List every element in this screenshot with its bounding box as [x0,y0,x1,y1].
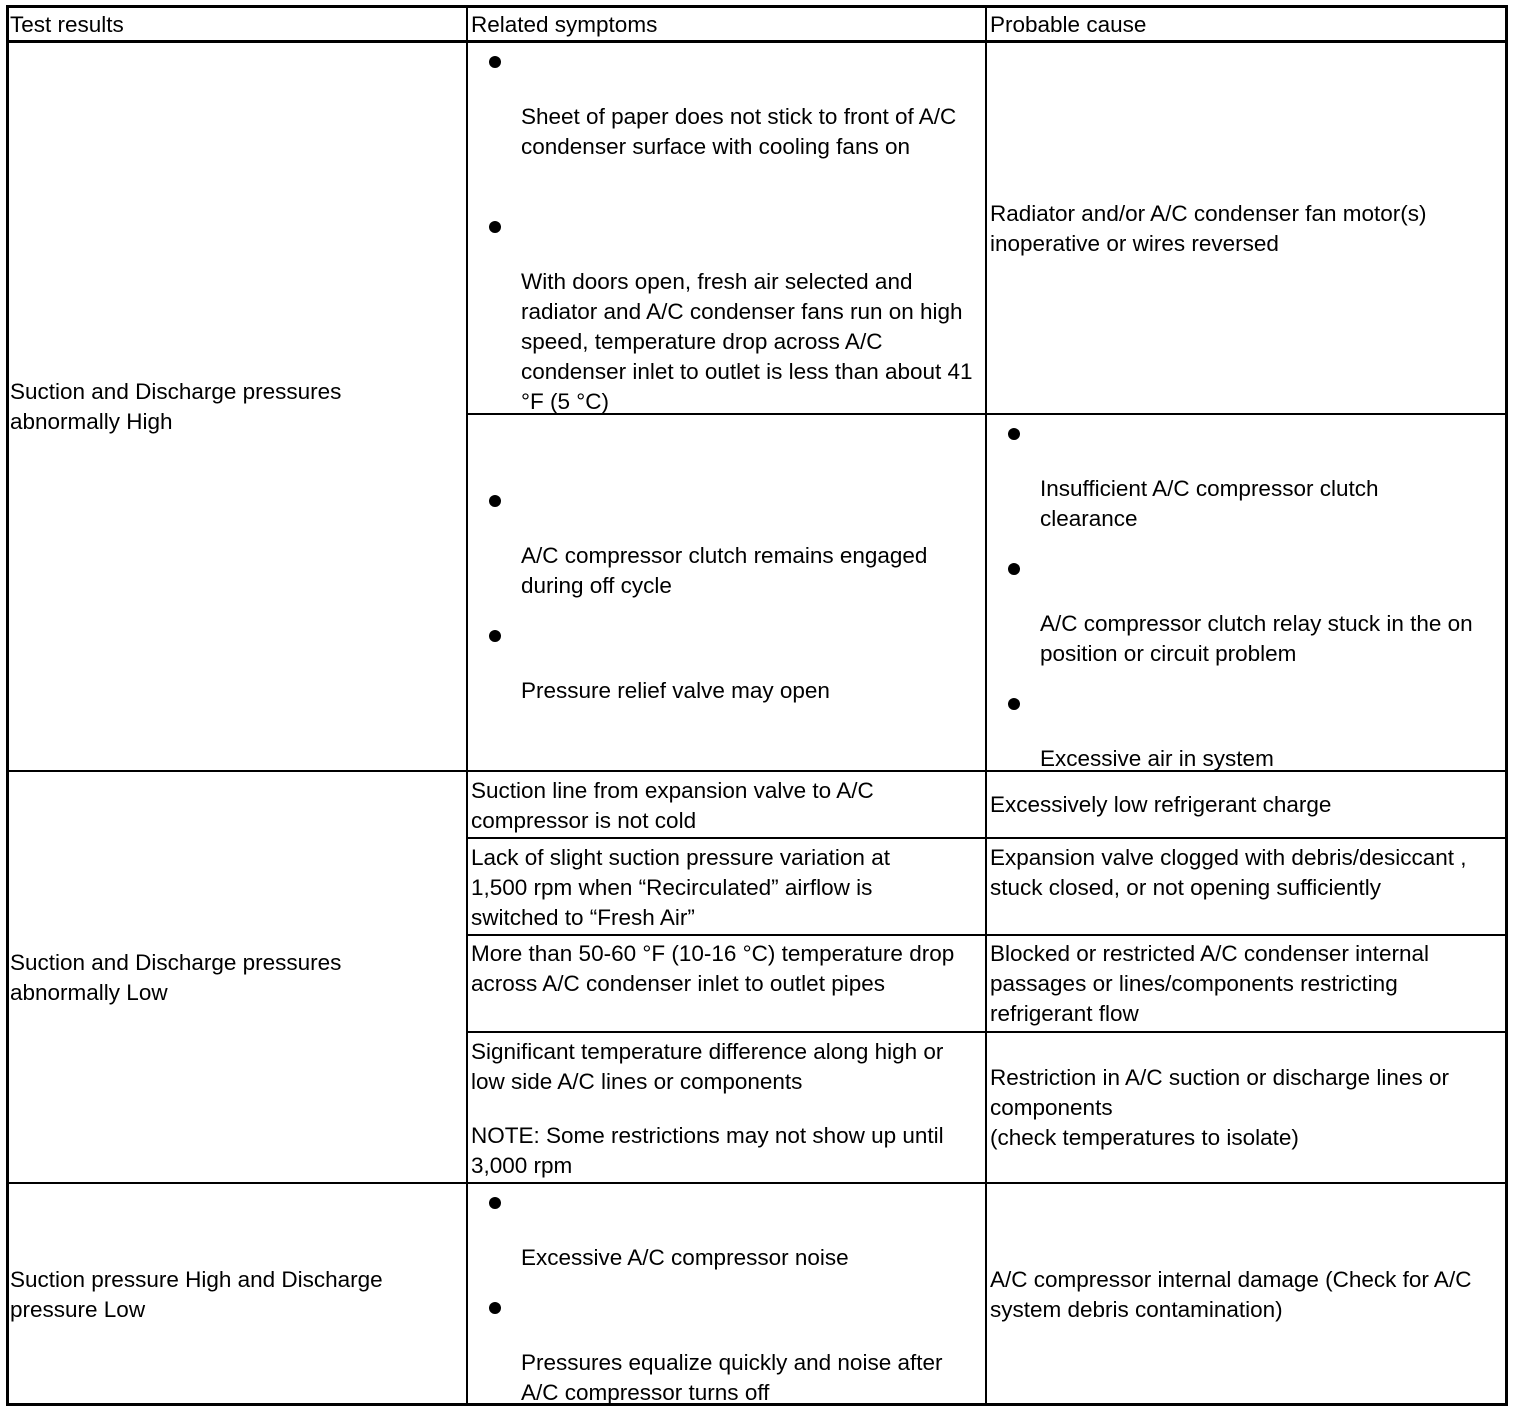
header-divider [6,40,1508,43]
row-divider [6,1182,1508,1184]
symptom-text: Significant temperature difference along high or low side A/C lines or components [471,1039,944,1094]
row-divider [466,934,1508,936]
bullet [489,495,501,507]
symptom-text: Sheet of paper does not stick to front of A/C condenser surface with cooling fans on [521,104,957,159]
header-related-symptoms: Related symptoms [471,12,658,37]
cause-note: (check temperatures to isolate) [990,1125,1299,1150]
bullet [489,56,501,68]
bullet [489,1302,501,1314]
table-border-left [6,5,9,1406]
cause-text: Restriction in A/C suction or discharge lines or components [990,1065,1449,1120]
symptom-text: With doors open, fresh air selected and radiator and A/C condenser fans run on high speed, temperature drop across A/C condenser inlet to outlet is less than about 41 °F (5 °C) [521,269,973,414]
test-result-cell: Suction and Discharge pressures abnormally High [10,379,342,434]
bullet [489,1197,501,1209]
cause-text: Expansion valve clogged with debris/desiccant , stuck closed, or not opening sufficiently [990,845,1467,900]
bullet [1008,428,1020,440]
row-divider [466,1031,1508,1033]
symptom-text: Pressure relief valve may open [521,678,830,703]
symptom-text: A/C compressor clutch remains engaged during off cycle [521,543,928,598]
column-divider-1 [466,5,468,1406]
cause-text: Excessively low refrigerant charge [990,792,1332,817]
table-border-top [6,5,1508,8]
table-border-right [1505,5,1508,1406]
column-divider-2 [985,5,987,1406]
cause-text: A/C compressor internal damage (Check for A/C system debris contamination) [990,1267,1472,1322]
symptom-text: More than 50-60 °F (10-16 °C) temperature drop across A/C condenser inlet to outlet pipes [471,941,955,996]
cause-text: A/C compressor clutch relay stuck in the on position or circuit problem [1040,611,1473,666]
bullet [489,221,501,233]
row-divider [466,837,1508,839]
test-result-cell: Suction pressure High and Discharge pressure Low [10,1267,383,1322]
symptom-note: NOTE: Some restrictions may not show up until 3,000 rpm [471,1123,944,1178]
symptom-text: Suction line from expansion valve to A/C compressor is not cold [471,778,874,833]
bullet [489,630,501,642]
header-test-results: Test results [10,12,124,37]
symptom-text: Excessive A/C compressor noise [521,1245,849,1270]
header-probable-cause: Probable cause [990,12,1147,37]
cause-text: Blocked or restricted A/C condenser internal passages or lines/components restricting refrigerant flow [990,941,1429,1026]
symptom-text: Lack of slight suction pressure variation at 1,500 rpm when “Recirculated” airflow is switched to “Fresh Air” [471,845,890,930]
cause-text: Radiator and/or A/C condenser fan motor(s) inoperative or wires reversed [990,201,1427,256]
cause-text: Insufficient A/C compressor clutch clearance [1040,476,1379,531]
cause-text: Excessive air in system [1040,746,1274,771]
symptom-text: Pressures equalize quickly and noise after A/C compressor turns off [521,1350,943,1405]
bullet [1008,698,1020,710]
test-result-cell: Suction and Discharge pressures abnormally Low [10,950,342,1005]
bullet [1008,563,1020,575]
